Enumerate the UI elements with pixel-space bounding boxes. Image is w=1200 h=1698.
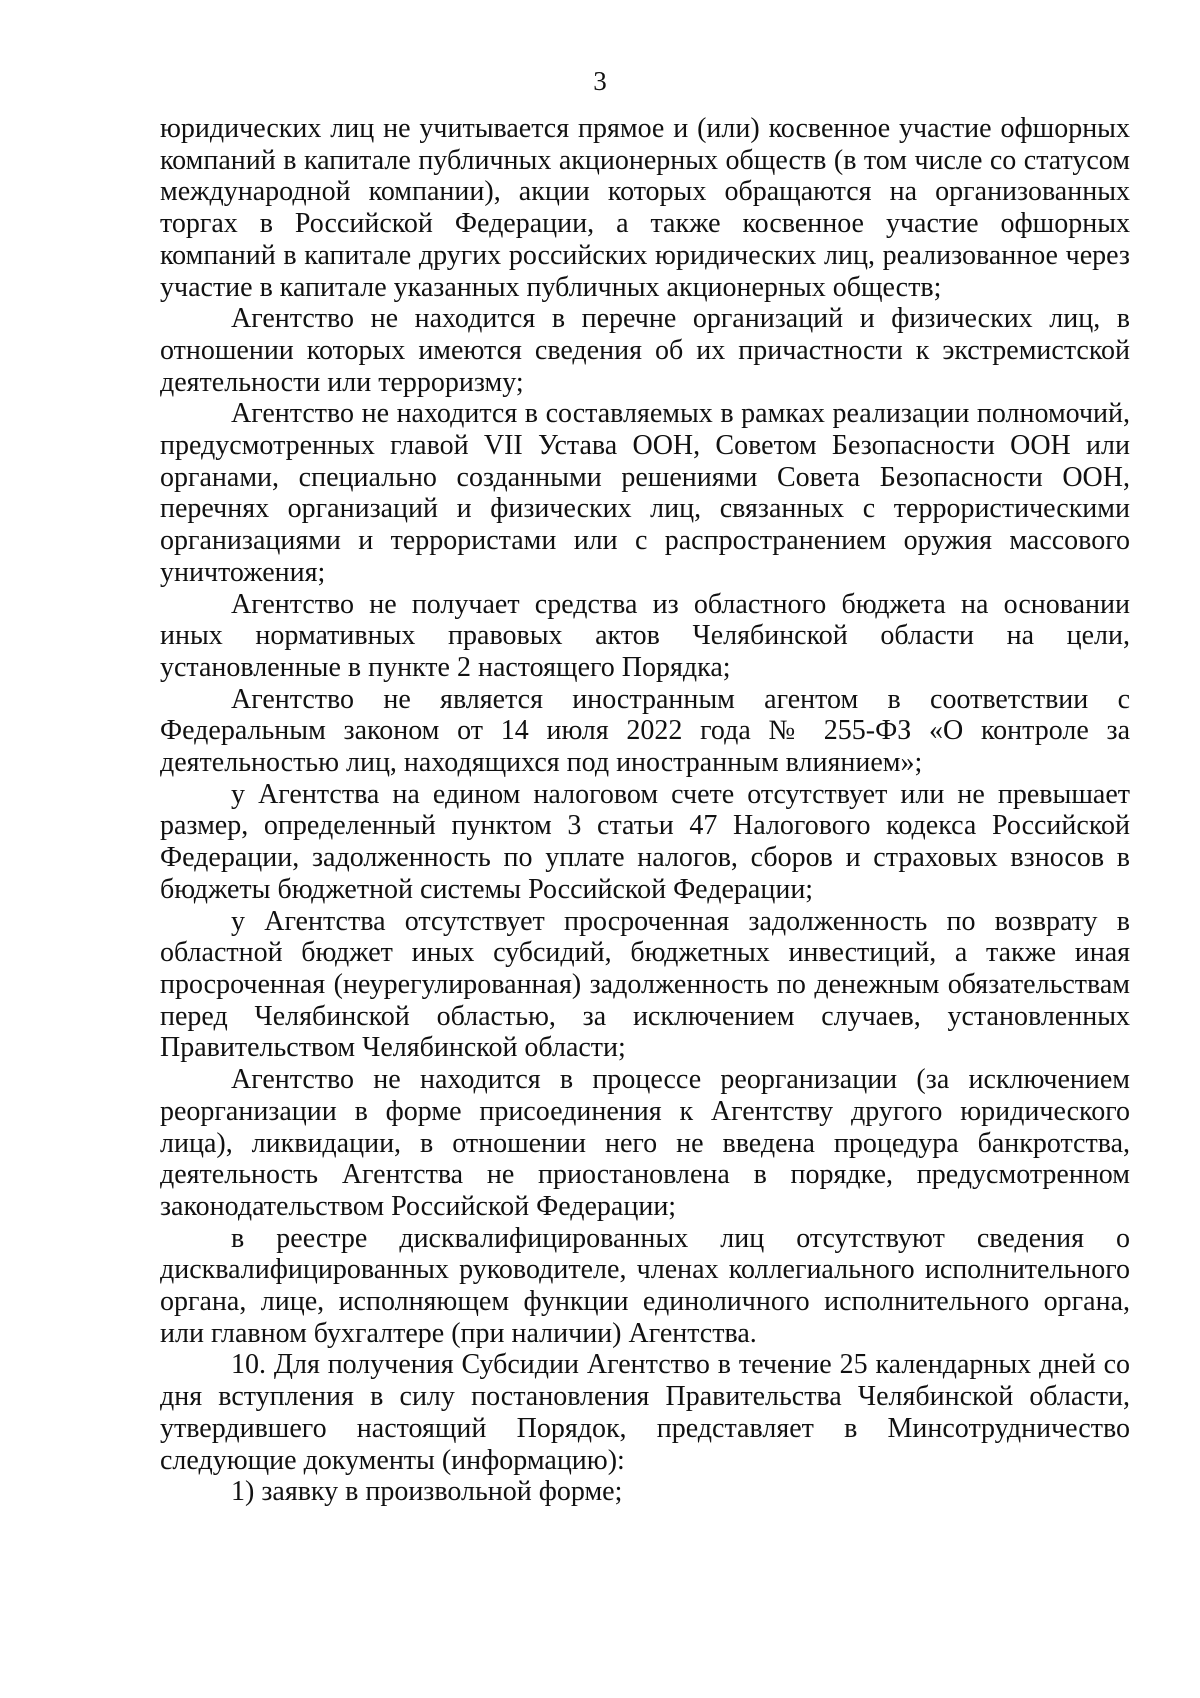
- paragraph-regional-budget-funds: Агентство не получает средства из областного бюджета на основании иных нормативных правовых актов Челябинской области на цели, установленные в пункте 2 настоящего Порядка;: [160, 588, 1130, 683]
- page-number: 3: [593, 66, 607, 96]
- paragraph-foreign-agent: Агентство не является иностранным агентом в соответствии с Федеральным законом от 14 июля 2022 года № 255-ФЗ «О контроле за деятельностью лиц, находящихся под иностранным влиянием»;: [160, 683, 1130, 779]
- paragraph-un-sanctions-list: Агентство не находится в составляемых в рамках реализации полномочий, предусмотренных главой VII Устава ООН, Советом Безопасности ООН или органами, специально созданными решениями Совета Безопасности ООН, перечнях организаций и физических лиц, связанных с террористическими организациями и террористами или с распространением оружия массового уничтожения;: [160, 398, 1130, 588]
- paragraph-subitem-1: 1) заявку в произвольной форме;: [231, 1476, 623, 1508]
- paragraph-tax-debt: у Агентства на едином налоговом счете отсутствует или не превышает размер, определенный пунктом 3 статьи 47 Налогового кодекса Российской Федерации, задолженность по уплате налогов, сборов и страховых взносов в бюджеты бюджетной системы Российской Федерации;: [160, 778, 1130, 905]
- document-body: [160, 113, 1130, 1508]
- paragraph-extremism-list: Агентство не находится в перечне организаций и физических лиц, в отношении которых имеются сведения об их причастности к экстремистской деятельности или терроризму;: [160, 303, 1130, 398]
- paragraph-item-10: 10. Для получения Субсидии Агентство в течение 25 календарных дней со дня вступления в силу постановления Правительства Челябинской области, утвердившего настоящий Порядок, представляет в Минсотрудничество следующие документы (информацию):: [160, 1349, 1130, 1476]
- paragraph-disqualified-persons: в реестре дисквалифицированных лиц отсутствуют сведения о дисквалифицированных руководителе, членах коллегиального исполнительного органа, лице, исполняющем функции единоличного исполнительного органа, или главном бухгалтере (при наличии) Агентства.: [160, 1222, 1130, 1349]
- paragraph-offshore-participation: юридических лиц не учитывается прямое и (или) косвенное участие офшорных компаний в капитале публичных акционерных обществ (в том числе со статусом международной компании), акции которых обращаются на организованных торгах в Российской Федерации, а также косвенное участие офшорных компаний в капитале других российских юридических лиц, реализованное через участие в капитале указанных публичных акционерных обществ;: [160, 113, 1130, 303]
- paragraph-overdue-debt: у Агентства отсутствует просроченная задолженность по возврату в областной бюджет иных субсидий, бюджетных инвестиций, а также иная просроченная (неурегулированная) задолженность по денежным обязательствам перед Челябинской областью, за исключением случаев, установленных Правительством Челябинской области;: [160, 905, 1130, 1064]
- paragraph-reorganization: Агентство не находится в процессе реорганизации (за исключением реорганизации в форме присоединения к Агентству другого юридического лица), ликвидации, в отношении него не введена процедура банкротства, деятельность Агентства не приостановлена в порядке, предусмотренном законодательством Российской Федерации;: [160, 1064, 1130, 1222]
